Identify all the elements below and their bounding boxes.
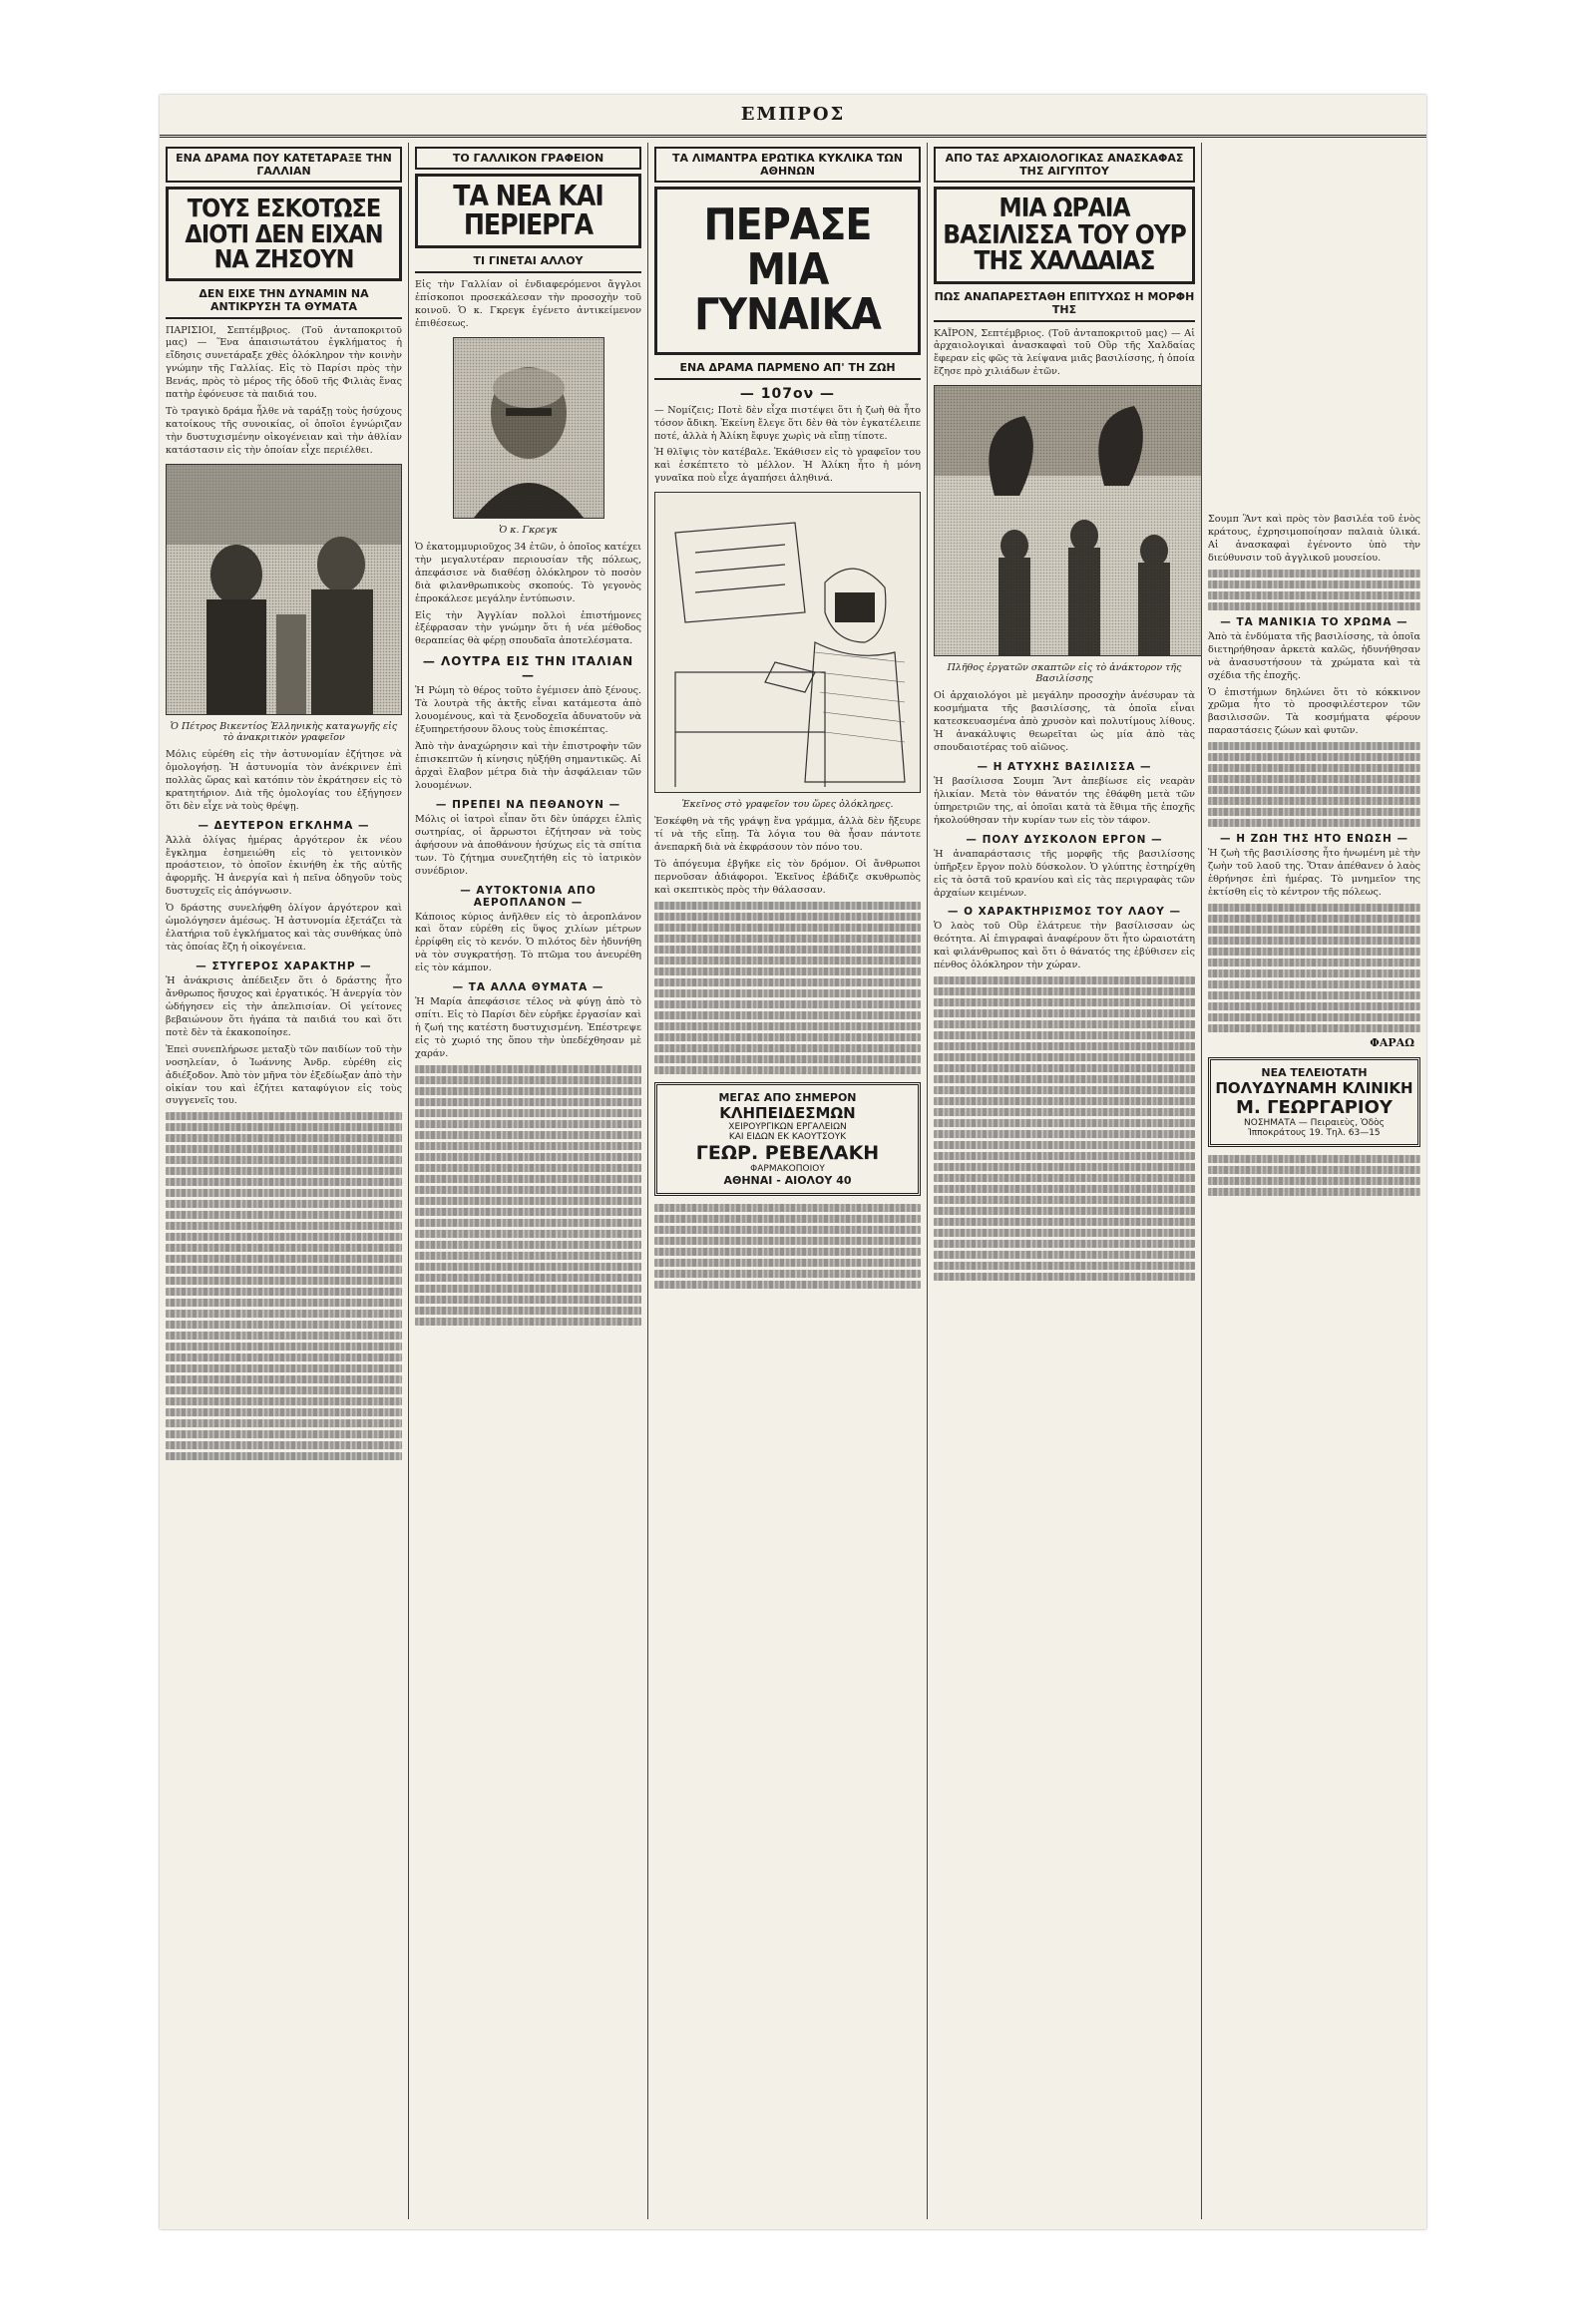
ad-address: ΑΘΗΝΑΙ - ΑΙΟΛΟΥ 40	[723, 1173, 852, 1187]
article-headline: ΤΟΥΣ ΕΣΚΟΤΩΣΕ ΔΙΟΤΙ ΔΕΝ ΕΙΧΑΝ ΝΑ ΖΗΣΟΥΝ	[166, 187, 402, 281]
section-subhead: — ΠΟΛΥ ΔΥΣΚΟΛΟΝ ΕΡΓΟΝ —	[934, 834, 1195, 846]
article-paragraph: Τὸ ἀπόγευμα ἐβγῆκε εἰς τὸν δρόμον. Οἱ ἄνθρωποι περνοῦσαν ἀδιάφοροι. Ἐκεῖνος ἐβάδιζε σκυθρωπὸς καὶ σκεπτικὸς πρὸς τὴν θάλασσαν.	[654, 859, 921, 896]
section-subhead: — Ο ΧΑΡΑΚΤΗΡΙΣΜΟΣ ΤΟΥ ΛΑΟΥ —	[934, 906, 1195, 918]
article-paragraph: Ἡ βασίλισσα Σουμπ Ἂντ ἀπεβίωσε εἰς νεαρὰν ἡλικίαν. Μετὰ τὸν θάνατόν της ἐθάφθη μετὰ τῶν ὑπηρετριῶν της, αἱ ὁποῖαι κατὰ τὰ ἔθιμα τῆς ἐποχῆς ἠκολούθησαν τὴν κυρίαν των εἰς τὸν τάφον.	[934, 775, 1195, 826]
article-headline: ΤΑ ΝΕΑ ΚΑΙ ΠΕΡΙΕΡΓΑ	[415, 174, 641, 248]
article-subheadline: ΔΕΝ ΕΙΧΕ ΤΗΝ ΔΥΝΑΜΙΝ ΝΑ ΑΝΤΙΚΡΥΣΗ ΤΑ ΘΥΜΑΤΑ	[166, 285, 402, 319]
photo-caption: Πλῆθος ἐργατῶν σκαπτῶν εἰς τὸ ἀνάκτορον τῆς Βασιλίσσης	[947, 662, 1182, 685]
ad-line: ΠΟΛΥΔΥΝΑΜΗ ΚΛΙΝΙΚΗ	[1215, 1079, 1413, 1097]
photo-caption: Ἐκεῖνος στὸ γραφεῖον του ὥρες ὁλόκληρες.	[681, 799, 894, 811]
article-subheadline: ΤΙ ΓΙΝΕΤΑΙ ΑΛΛΟΥ	[415, 252, 641, 273]
portrait-photo	[453, 337, 604, 519]
section-subhead: — ΑΥΤΟΚΤΟΝΙΑ ΑΠΟ ΑΕΡΟΠΛΑΝΟΝ —	[415, 885, 641, 909]
article-paragraph: Ἡ θλῖψις τὸν κατέβαλε. Ἐκάθισεν εἰς τὸ γραφεῖον του καὶ ἐσκέπτετο τὸ μέλλον. Ἡ Ἀλίκη ἦτο ἡ μόνη γυναῖκα ποὺ εἶχε ἀγαπήσει ἀληθινά.	[654, 447, 921, 485]
column-1	[160, 143, 409, 2219]
article-paragraph: Κάποιος κύριος ἀνῆλθεν εἰς τὸ ἀεροπλάνον καὶ ὅταν εὑρέθη εἰς ὕψος χιλίων μέτρων ἐρρίφθη εἰς τὸ κενόν. Ὁ πιλότος δὲν ἠδυνήθη νὰ τὸν συγκρατήσῃ. Τὸ πτῶμα του ἀνευρέθη εἰς τὸν κάμπον.	[415, 911, 641, 974]
photo-excavation-image	[935, 386, 1202, 655]
photo-excavation	[934, 385, 1202, 656]
newspaper-page	[160, 95, 1426, 2229]
article-paragraph: Ἀπὸ τὰ ἐνδύματα τῆς βασιλίσσης, τὰ ὁποῖα διετηρήθησαν ἀρκετὰ καλῶς, ἠδυνήθησαν νὰ ἀνασυστήσουν τὰ χρώματα καὶ τὰ σχέδια τῆς ἐποχῆς.	[1208, 630, 1420, 681]
article-paragraph: Εἰς τὴν Ἀγγλίαν πολλοὶ ἐπιστήμονες ἐξέφρασαν τὴν γνώμην ὅτι ἡ νέα μέθοδος θεραπείας θὰ φέρῃ σπουδαῖα ἀποτελέσματα.	[415, 609, 641, 647]
illustration-writer	[654, 492, 921, 793]
article-paragraph: ΠΑΡΙΣΙΟΙ, Σεπτέμβριος. (Τοῦ ἀνταποκριτοῦ μας) — Ἕνα ἀπαισιωτάτου ἐγκλήματος ἡ εἴδησις συνετάραξε χθὲς ὁλόκληρον τὴν κοινὴν γνώμην τῆς Γαλλίας. Εἰς τὸ Παρίσι πρὸς τὴν Βενάς, πρὸς τὸ μέρος τῆς ὁδοῦ τῆς Φιλιὰς ἕνας πατὴρ ἐφόνευσε τὰ παιδιά του.	[166, 324, 402, 401]
article-paragraph: Ἀλλὰ ὀλίγας ἡμέρας ἀργότερον ἐκ νέου ἔγκλημα ἐσημειώθη εἰς τὸ γειτονικὸν προάστειον, τὸ ὁποῖον ἐκινήθη ἐκ τῆς αὐτῆς ἀφορμῆς. Ἡ ἀνεργία καὶ ἡ πεῖνα ὁδηγοῦν τοὺς δυστυχεῖς εἰς ἀπόγνωσιν.	[166, 834, 402, 898]
pharmacy-advertisement	[654, 1082, 921, 1196]
section-subhead: — ΛΟΥΤΡΑ ΕΙΣ ΤΗΝ ΙΤΑΛΙΑΝ —	[415, 654, 641, 682]
ad-line: ΚΛΗΠΕΙΔΕΣΜΩΝ	[719, 1103, 856, 1122]
photo-courtroom	[166, 464, 402, 715]
section-subhead: — ΠΡΕΠΕΙ ΝΑ ΠΕΘΑΝΟΥΝ —	[415, 799, 641, 811]
section-subhead: — ΣΤΥΓΕΡΟΣ ΧΑΡΑΚΤΗΡ —	[166, 961, 402, 972]
section-subhead: — Η ΖΩΗ ΤΗΣ ΗΤΟ ΕΝΩΣΗ —	[1208, 833, 1420, 845]
article-headline: ΠΕΡΑΣΕ ΜΙΑ ΓΥΝΑΙΚΑ	[654, 187, 921, 355]
article-paragraph: Ἡ ἀνάκρισις ἀπέδειξεν ὅτι ὁ δράστης ἦτο ἄνθρωπος ἥσυχος καὶ ἐργατικός. Ἡ ἀνεργία τὸν ὡδήγησεν εἰς τὴν ἀπελπισίαν. Οἱ γείτονες βεβαιώνουν ὅτι ἠγάπα τὰ παιδιά του καὶ ὅτι ποτὲ δὲν τὰ ἐκακοποίησε.	[166, 975, 402, 1038]
article-paragraph: Ὁ ἐπιστήμων δηλώνει ὅτι τὸ κόκκινον χρῶμα ἦτο τὸ προσφιλέστερον τῶν βασιλισσῶν. Τὰ κοσμήματα φέρουν παραστάσεις ζώων καὶ φυτῶν.	[1208, 686, 1420, 737]
ad-line: ΝΟΣΗΜΑΤΑ — Πειραιεὺς, Ὁδὸς Ἰπποκράτους 19. Τηλ. 63—15	[1244, 1118, 1385, 1138]
illustration-writer-image	[655, 493, 921, 792]
photo-caption: Ὁ Πέτρος Βικεντίος Ἑλληνικὴς καταγωγῆς εἰς τὸ ἀνακριτικὸν γραφεῖον	[170, 720, 398, 743]
article-paragraph: Μόλις οἱ ἰατροὶ εἶπαν ὅτι δὲν ὑπάρχει ἐλπὶς σωτηρίας, οἱ ἄρρωστοι ἐζήτησαν νὰ τοὺς ἀφήσουν νὰ ἀποθάνουν ἡσύχως εἰς τὰ σπίτια των. Τὸ ζήτημα συνεζητήθη εἰς τὸ ἰατρικὸν συνέδριον.	[415, 813, 641, 877]
article-paragraph: Ἡ ζωὴ τῆς βασιλίσσης ἦτο ἡνωμένη μὲ τὴν ζωὴν τοῦ λαοῦ της. Ὅταν ἀπέθανεν ὁ λαὸς ἐθρήνησε ἐπὶ ἡμέρας. Τὸ μνημεῖον της ἐκτίσθη εἰς τὸ κέντρον τῆς πόλεως.	[1208, 848, 1420, 899]
article-paragraph: ΚΑΪΡΟΝ, Σεπτέμβριος. (Τοῦ ἀνταποκριτοῦ μας) — Αἱ ἀρχαιολογικαὶ ἀνασκαφαὶ τοῦ Οὒρ τῆς Χαλδαίας ἔφεραν εἰς φῶς τὰ λείψανα μιᾶς βασιλίσσης, ἡ ὁποία ἔζησε πρὸ χιλιάδων ἐτῶν.	[934, 327, 1195, 378]
article-paragraph: Σουμπ Ἂντ καὶ πρὸς τὸν βασιλέα τοῦ ἐνὸς κράτους, ἐχρησιμοποίησαν παλαιὰ ὑλικά. Αἱ ἀνασκαφαὶ ἐγένοντο ὑπὸ τὴν διεύθυνσιν τοῦ ἀγγλικοῦ μουσείου.	[1208, 514, 1420, 564]
article-kicker: ΕΝΑ ΔΡΑΜΑ ΠΟΥ ΚΑΤΕΤΑΡΑΞΕ ΤΗΝ ΓΑΛΛΙΑΝ	[166, 147, 402, 183]
section-subhead: — ΤΑ ΜΑΝΙΚΙΑ ΤΟ ΧΡΩΜΑ —	[1208, 616, 1420, 628]
photo-courtroom-image	[167, 465, 402, 714]
article-paragraph: Οἱ ἀρχαιολόγοι μὲ μεγάλην προσοχὴν ἀνέσυραν τὰ κοσμήματα τῆς βασιλίσσης, τὰ ὁποῖα εἶναι κατεσκευασμένα ἀπὸ χρυσὸν καὶ πολυτίμους λίθους. Ἡ ἀνακάλυψις θεωρεῖται ὡς μία ἀπὸ τὰς σπουδαιοτέρας τοῦ αἰῶνος.	[934, 690, 1195, 754]
clinic-advertisement	[1208, 1057, 1420, 1147]
ad-line: ΧΕΙΡΟΥΡΓΙΚΩΝ ΕΡΓΑΛΕΙΩΝ	[728, 1121, 847, 1132]
ad-title: ΜΕΓΑΣ ΑΠΟ ΣΗΜΕΡΟΝ	[718, 1090, 857, 1104]
article-paragraph: — Νομίζεις; Ποτὲ δὲν εἶχα πιστέψει ὅτι ἡ ζωὴ θὰ ἦτο τόσον ἄδικη. Ἐκείνη ἔλεγε ὅτι δὲν θὰ τὸν ἐγκατέλειπε ποτέ, ἀλλὰ ἡ Ἀλίκη ἔφυγε χωρὶς νὰ εἴπῃ τίποτε.	[654, 404, 921, 442]
column-2	[409, 143, 648, 2219]
article-paragraph: Μόλις εὑρέθη εἰς τὴν ἀστυνομίαν ἐζήτησε νὰ ὁμολογήσῃ. Ἡ ἀστυνομία τὸν ἀνέκρινεν ἐπὶ πολλὰς ὥρας καὶ κατόπιν τὸν ἐκράτησεν εἰς τὸ κρατητήριον. Διὰ τῆς ὁμολογίας του ἐξήγησεν ὅτι δὲν εἶχε νὰ τοὺς θρέψῃ.	[166, 748, 402, 812]
article-paragraph: Ἡ ἀναπαράστασις τῆς μορφῆς τῆς βασιλίσσης ὑπῆρξεν ἔργον πολὺ δύσκολον. Ὁ γλύπτης ἐστηρίχθη εἰς τὰ ὀστᾶ τοῦ κρανίου καὶ εἰς τὰς περιγραφὰς τῶν ἀρχαίων κειμένων.	[934, 848, 1195, 899]
article-paragraph: Ὁ λαὸς τοῦ Οὒρ ἐλάτρευε τὴν βασίλισσαν ὡς θεότητα. Αἱ ἐπιγραφαὶ ἀναφέρουν ὅτι ἦτο ὡραιοτάτη καὶ φιλάνθρωπος καὶ ὅτι ὁ θάνατός της ἐβύθισεν εἰς πένθος ὁλόκληρον τὴν χώραν.	[934, 921, 1195, 971]
article-paragraph: Ὁ ἐκατομμυριοῦχος 34 ἐτῶν, ὁ ὁποῖος κατέχει τὴν μεγαλυτέραν περιουσίαν τῆς πόλεως, ἀπεφάσισε νὰ διαθέσῃ ὁλόκληρον τὸ ποσὸν διὰ φιλανθρωπικοὺς σκοπούς. Τὸ γεγονὸς ἐπροκάλεσε μεγάλην ἐντύπωσιν.	[415, 541, 641, 604]
section-subhead: — ΔΕΥΤΕΡΟΝ ΕΓΚΛΗΜΑ —	[166, 820, 402, 832]
article-paragraph: Εἰς τὴν Γαλλίαν οἱ ἐνδιαφερόμενοι ἄγγλοι ἐπίσκοποι προσεκάλεσαν τὴν προσοχὴν τοῦ κοινοῦ. Ὁ κ. Γκρεγκ ἐγένετο ἀντικείμενον ἐπιθέσεως.	[415, 279, 641, 329]
ad-line: ΚΑΙ ΕΙΔΩΝ ΕΚ ΚΑΟΥΤΣΟΥΚ	[728, 1131, 847, 1142]
article-headline: ΜΙΑ ΩΡΑΙΑ ΒΑΣΙΛΙΣΣΑ ΤΟΥ ΟΥΡ ΤΗΣ ΧΑΛΔΑΙΑΣ	[934, 187, 1195, 284]
column-4	[928, 143, 1202, 2219]
ad-name: Μ. ΓΕΩΡΓΑΡΙΟΥ	[1236, 1097, 1393, 1118]
masthead: ΕΜΠΡΟΣ	[160, 95, 1426, 138]
article-paragraph: Ἀπὸ τὴν ἀναχώρησιν καὶ τὴν ἐπιστροφὴν τῶν ἐπισκεπτῶν ἡ κίνησις ηὐξήθη σημαντικῶς. Αἱ ἀρχαὶ ἔλαβον μέτρα διὰ τὴν ἀσφάλειαν τῶν λουομένων.	[415, 741, 641, 791]
article-kicker: ΤΟ ΓΑΛΛΙΚΟΝ ΓΡΑΦΕΙΟΝ	[415, 147, 641, 170]
article-subheadline: ΕΝΑ ΔΡΑΜΑ ΠΑΡΜΕΝΟ ΑΠ' ΤΗ ΖΩΗ	[654, 359, 921, 380]
ad-line: ΦΑΡΜΑΚΟΠΟΙΟΥ	[750, 1163, 825, 1174]
portrait-image	[454, 338, 603, 518]
section-subhead: — ΤΑ ΑΛΛΑ ΘΥΜΑΤΑ —	[415, 981, 641, 993]
column-5	[1202, 514, 1426, 2219]
article-kicker: ΤΑ ΛΙΜΑΝΤΡΑ ΕΡΩΤΙΚΑ ΚΥΚΛΙΚΑ ΤΩΝ ΑΘΗΝΩΝ	[654, 147, 921, 183]
article-subheadline: ΠΩΣ ΑΝΑΠΑΡΕΣΤΑΘΗ ΕΠΙΤΥΧΩΣ Η ΜΟΡΦΗ ΤΗΣ	[934, 288, 1195, 322]
photo-caption: Ὁ κ. Γκρεγκ	[499, 524, 558, 536]
article-paragraph: Τὸ τραγικὸ δράμα ἦλθε νὰ ταράξῃ τοὺς ἡσύχους κατοίκους τῆς συνοικίας, οἱ ὁποῖοι ἐγνώριζαν τὴν δυστυχισμένην οἰκογένειαν καὶ τὴν ἀθλίαν κατάστασιν εἰς τὴν ὁποίαν εἶχε περιέλθει.	[166, 406, 402, 456]
article-kicker: ΑΠΟ ΤΑΣ ΑΡΧΑΙΟΛΟΓΙΚΑΣ ΑΝΑΣΚΑΦΑΣ ΤΗΣ ΑΙΓΥΠΤΟΥ	[934, 147, 1195, 183]
article-paragraph: Ἐσκέφθη νὰ τῆς γράψῃ ἕνα γράμμα, ἀλλὰ δὲν ἤξευρε τί νὰ τῆς εἴπῃ. Τὰ λόγια του θὰ ἦσαν πάντοτε ἀνεπαρκῆ διὰ νὰ ἐκφράσουν τὸν πόνο του.	[654, 816, 921, 854]
article-paragraph: Ἡ Ρώμη τὸ θέρος τοῦτο ἐγέμισεν ἀπὸ ξένους. Τὰ λουτρὰ τῆς ἀκτῆς εἶναι κατάμεστα ἀπὸ λουομένους, καὶ τὰ ξενοδοχεῖα ἀδυνατοῦν νὰ ἐξυπηρετήσουν ὅλους τοὺς ἐπισκέπτας.	[415, 685, 641, 736]
article-paragraph: Ὁ δράστης συνελήφθη ὀλίγον ἀργότερον καὶ ὡμολόγησεν ἀμέσως. Ἡ ἀστυνομία ἐξετάζει τὰ ἐλατήρια τοῦ ἐγκλήματος καὶ τὰς συνθήκας ὑπὸ τὰς ὁποίας ἔζη ἡ οἰκογένεια.	[166, 903, 402, 954]
article-byline: ΦΑΡΑΩ	[1370, 1036, 1414, 1049]
article-paragraph: Ἐπεὶ συνεπλήρωσε μεταξὺ τῶν παιδίων τοῦ τὴν νοσηλείαν, ὁ Ἰωάννης Ἀνδρ. εὑρέθη εἰς ἀδιέξοδον. Ἀπὸ τὸν μῆνα τὸν ἐξεδίωξαν ἀπὸ τὴν οἰκίαν του καὶ ἐζήτει καταφύγιον εἰς τοὺς συγγενεῖς του.	[166, 1043, 402, 1107]
column-3	[648, 143, 928, 2219]
ad-title: ΝΕΑ ΤΕΛΕΙΟΤΑΤΗ	[1261, 1066, 1368, 1079]
ad-name: ΓΕΩΡ. ΡΕΒΕΛΑΚΗ	[695, 1141, 880, 1164]
section-subhead: — Η ΑΤΥΧΗΣ ΒΑΣΙΛΙΣΣΑ —	[934, 761, 1195, 773]
article-paragraph: Ἡ Μαρία ἀπεφάσισε τέλος νὰ φύγῃ ἀπὸ τὸ σπίτι. Εἰς τὸ Παρίσι δὲν εὑρῆκε ἐργασίαν καὶ ἡ ζωή της κατέστη δυστυχισμένη. Ἐπέστρεψε εἰς τὸ χωριό της ὅπου τὴν ὑπεδέχθησαν μὲ χαράν.	[415, 996, 641, 1059]
installment-number: — 107ον —	[654, 386, 921, 402]
